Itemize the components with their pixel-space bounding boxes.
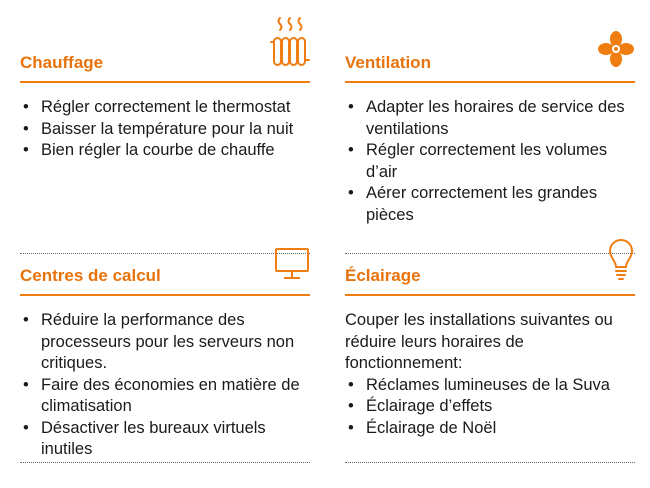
list-item: • Désactiver les bureaux virtuels inutiles bbox=[20, 418, 310, 461]
datacenters-body bbox=[20, 296, 310, 462]
monitor-icon bbox=[274, 247, 310, 286]
lightbulb-icon bbox=[607, 239, 635, 286]
lighting-list bbox=[345, 375, 635, 440]
ventilation-body bbox=[345, 83, 635, 253]
ventilation-list bbox=[345, 97, 635, 226]
lighting-card bbox=[345, 230, 635, 463]
list-item: • Éclairage d’effets bbox=[345, 396, 635, 418]
list-item: • Régler correctement les volumes d’air bbox=[345, 140, 635, 183]
heating-list bbox=[20, 97, 310, 162]
heating-title: Chauffage bbox=[20, 53, 104, 72]
datacenters-dotted-separator bbox=[20, 462, 310, 463]
fan-icon bbox=[597, 30, 635, 73]
datacenters-header bbox=[20, 230, 310, 294]
heating-body bbox=[20, 83, 310, 253]
list-item: • Bien régler la courbe de chauffe bbox=[20, 140, 310, 162]
list-item: • Faire des économies en matière de climatisation bbox=[20, 375, 310, 418]
list-item: • Baisser la température pour la nuit bbox=[20, 119, 310, 141]
lighting-title: Éclairage bbox=[345, 266, 421, 285]
datacenters-title: Centres de calcul bbox=[20, 266, 161, 285]
list-item: • Régler correctement le thermostat bbox=[20, 97, 310, 119]
lighting-header bbox=[345, 230, 635, 294]
radiator-icon bbox=[270, 16, 310, 73]
ventilation-header bbox=[345, 17, 635, 81]
list-item: • Adapter les horaires de service des ventilations bbox=[345, 97, 635, 140]
datacenters-list bbox=[20, 310, 310, 461]
lighting-intro: Couper les installations suivantes ou réduire leurs horaires de fonctionnement: bbox=[345, 311, 613, 372]
lighting-dotted-separator bbox=[345, 462, 635, 463]
list-item: • Aérer correctement les grandes pièces bbox=[345, 183, 635, 226]
datacenters-card bbox=[20, 230, 310, 463]
list-item: • Éclairage de Noël bbox=[345, 418, 635, 440]
heating-header bbox=[20, 17, 310, 81]
ventilation-card bbox=[345, 17, 635, 254]
list-item: • Réduire la performance des processeurs pour les serveurs non critiques. bbox=[20, 310, 310, 375]
lighting-body bbox=[345, 296, 635, 462]
list-item: • Réclames lumineuses de la Suva bbox=[345, 375, 635, 397]
ventilation-title: Ventilation bbox=[345, 53, 431, 72]
heating-card bbox=[20, 17, 310, 254]
